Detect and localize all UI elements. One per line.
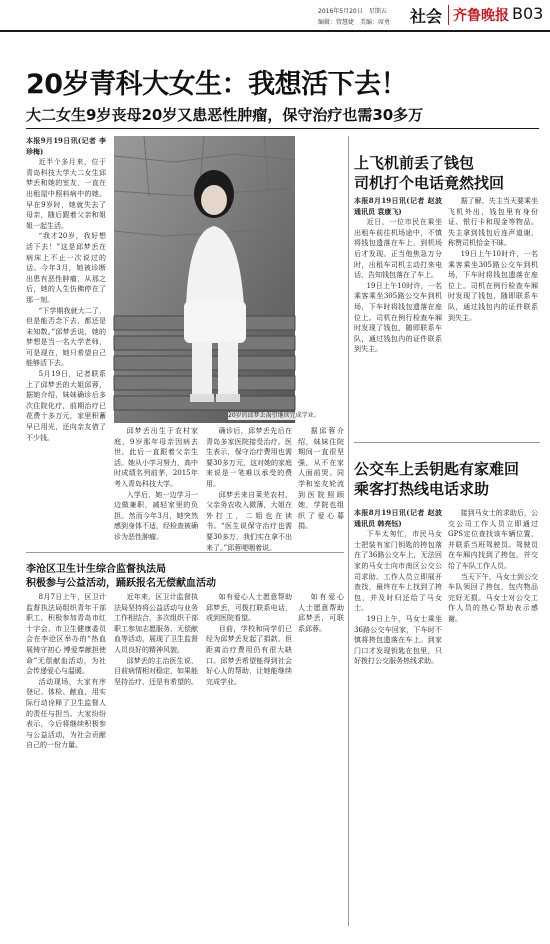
side-col1 <box>26 592 106 928</box>
paragraph: 入学后，她一边学习一边做兼职，减轻家里的负担。然而今年3月，她突然感到身体不适，经检查被确诊为恶性肿瘤。 <box>114 490 198 541</box>
girl-photo <box>114 136 295 423</box>
story3-headline-1: 公交车上丢钥匙有家难回 <box>354 460 520 478</box>
paragraph: 接到马女士的求助后，公交公司工作人员立即通过GPS定位查找该车辆位置，并联系当班驾驶员。驾驶员在车厢内找到了挎包，并交给了车队工作人员。 <box>448 509 538 570</box>
column-divider <box>348 136 349 926</box>
story2-headline-1: 上飞机前丢了钱包 <box>354 154 475 172</box>
paragraph: 19日上午10时许，一名乘客乘坐305路公交车到机场，下车时将钱包遗落在座位上。司机在例行检查车厢时发现了钱包，随即联系车队，通过钱包内的证件联系到失主。 <box>448 249 538 322</box>
paragraph: 据了解，失主当天要乘坐飞机外出，钱包里有身份证、银行卡和现金等物品。失主拿到钱包后连声道谢，称赞司机拾金不昧。 <box>448 197 538 248</box>
story2-col2 <box>448 196 538 434</box>
paragraph: 邱梦丢出生于农村家庭，9岁那年母亲因病去世，此后一直跟着父亲生活。她从小学习努力，高中时成绩名列前茅，2015年考入青岛科技大学。 <box>114 427 198 488</box>
paper-logo: 齐鲁晚报 <box>448 5 509 25</box>
main-dateline: 本报9月19日讯(记者 李珍梅) <box>26 136 106 156</box>
paragraph: “下学期我就大二了，但是能否念下去，都还是未知数。”邱梦丢说，她的梦想是当一名大学老师，可是现在，她只希望自己能够活下去。 <box>26 306 106 368</box>
paragraph: 8月7日上午，区卫计监督执法局组织青年干部职工，积极参加青岛市红十字会、市卫生健康委员会在李沧区举办的“热血展铸守初心 博爱奉献担使命”无偿献血活动，为社会传递爱心与温暖。 <box>26 593 106 676</box>
page-number: B03 <box>512 4 544 23</box>
issue-date: 2016年5月20日 星期五 <box>318 8 387 15</box>
side-col4 <box>298 592 344 928</box>
paragraph: 近日，一位市民在乘坐出租车前往机场途中，不慎将钱包遗落在车上，到机场后才发现。正当他焦急万分时，出租车司机主动打来电话，告知钱包落在了车上。 <box>354 218 442 280</box>
paragraph: 下车太匆忙，市民马女士把装有家门钥匙的挎包落在了36路公交车上，无法回家的马女士向市南区公交公司求助。工作人员立即展开查找，最终在车上找到了挎包，并及时归还给了马女士。 <box>354 530 442 613</box>
paragraph: “我才20岁，我好想活下去！”这是邱梦丢在病床上不止一次说过的话。今年3月，她被诊断出患有恶性肿瘤，从那之后，她的人生仿佛停在了那一刻。 <box>26 232 106 304</box>
main-story-col2 <box>114 426 198 546</box>
paragraph: 据邱蓉介绍，妹妹住院期间一直很坚强，从不在家人面前哭。同学和室友轮流到医院照顾她，学院也组织了爱心募捐。 <box>298 427 344 531</box>
side-subhead: 积极参与公益活动，踊跃报名无偿献血活动 <box>26 578 216 589</box>
section-divider <box>26 552 344 553</box>
story3-col1 <box>354 508 442 928</box>
main-story-col1 <box>26 136 106 546</box>
side-col3 <box>206 592 292 928</box>
paragraph: 如有爱心人士愿意帮助邱梦丢，可拨打联系电话，或到医院看望。 <box>206 593 292 623</box>
side-col2 <box>114 592 198 928</box>
paragraph: 确诊后，邱梦丢先后在青岛多家医院接受治疗。医生表示，保守治疗费用也需要30多万元，这对她的家庭来说是一笔难以承受的费用。 <box>206 427 292 488</box>
paragraph: 近年来，区卫计监督执法局坚持将公益活动与业务工作相结合，多次组织干部职工参加志愿服务、无偿献血等活动，展现了卫生监督人员良好的精神风貌。 <box>114 593 198 654</box>
main-story-col4 <box>298 426 344 546</box>
headline-rule <box>26 128 539 129</box>
story3-col2 <box>448 508 538 928</box>
paragraph: 邱梦丢的主治医生说，目前病情相对稳定，如果能坚持治疗，还是有希望的。 <box>114 656 198 686</box>
story2-dateline: 本报8月19日讯(记者 赵波 通讯员 袁康飞) <box>354 196 442 216</box>
main-subhead: 大二女生9岁丧母20岁又患恶性肿瘤，保守治疗也需30多万 <box>26 106 424 124</box>
paragraph: 5月19日，记者联系上了邱梦丢的大姐邱蓉，据她介绍，妹妹确诊后多次住院化疗，前期治疗已花费十多万元，家里积蓄早已用光，还向亲友借了不少钱。 <box>26 370 106 442</box>
main-headline: 20岁青科大女生：我想活下去！ <box>26 69 408 100</box>
paragraph: 邱梦丢来自莱芜农村，父亲务农收入微薄，大姐在外打工，二姐也在读书。“医生说保守治疗也需要30多万，我们实在拿不出来了。”邱蓉哽咽着说。 <box>206 490 292 552</box>
story2-col1 <box>354 196 442 434</box>
section-name: 社会 <box>410 7 443 26</box>
main-story-col3 <box>206 426 292 552</box>
paragraph: 当天下午，马女士到公交车队领回了挎包，包内物品完好无损。马女士对公交工作人员的热心帮助表示感谢。 <box>448 572 538 623</box>
story3-dateline: 本报8月19日讯(记者 赵波 通讯员 韩亮钰) <box>354 508 442 528</box>
paragraph: 目前，学校和同学们已经为邱梦丢发起了捐款，但距离治疗费用仍有很大缺口。邱梦丢希望能得到社会好心人的帮助，让她能继续完成学业。 <box>206 624 292 686</box>
editor-line: 编辑：管慧婕 美编：席勇 <box>318 19 391 26</box>
paragraph: 近半个多月来，位于青岛科技大学大二女生邱梦丢和她的室友，一直在出租屋中照料病中的她。早在9岁时，她就失去了母亲，随后跟着父亲和姐姐一起生活。 <box>26 158 106 230</box>
paragraph: 19日上午，马女士乘坐36路公交车回家，下车时不慎将挎包遗落在车上。到家门口才发现钥匙在包里，只好拨打公交服务热线求助。 <box>354 614 442 666</box>
story3-headline-2: 乘客打热线电话求助 <box>354 480 490 498</box>
paragraph: 如有爱心人士愿意帮助邱梦丢，可联系邱蓉。 <box>298 593 344 633</box>
side-headline: 李沧区卫生计生综合监督执法局 <box>26 564 166 575</box>
story2-headline-2: 司机打个电话竟然找回 <box>354 174 505 192</box>
paragraph: 19日上午10时许，一名乘客乘坐305路公交车到机场，下车时将钱包遗落在座位上。司机在例行检查车厢时发现了钱包，随即联系车队，通过钱包内的证件联系到失主。 <box>354 281 442 354</box>
header-rule <box>0 30 550 32</box>
photo-caption: 20岁的邱梦丢渴望继续完成学业。 <box>228 412 320 419</box>
story-divider <box>354 442 540 443</box>
paragraph: 活动现场，大家有序登记、体检、献血，用实际行动诠释了卫生监督人的责任与担当。大家纷纷表示，今后将继续积极参与公益活动，为社会贡献自己的一份力量。 <box>26 677 106 750</box>
